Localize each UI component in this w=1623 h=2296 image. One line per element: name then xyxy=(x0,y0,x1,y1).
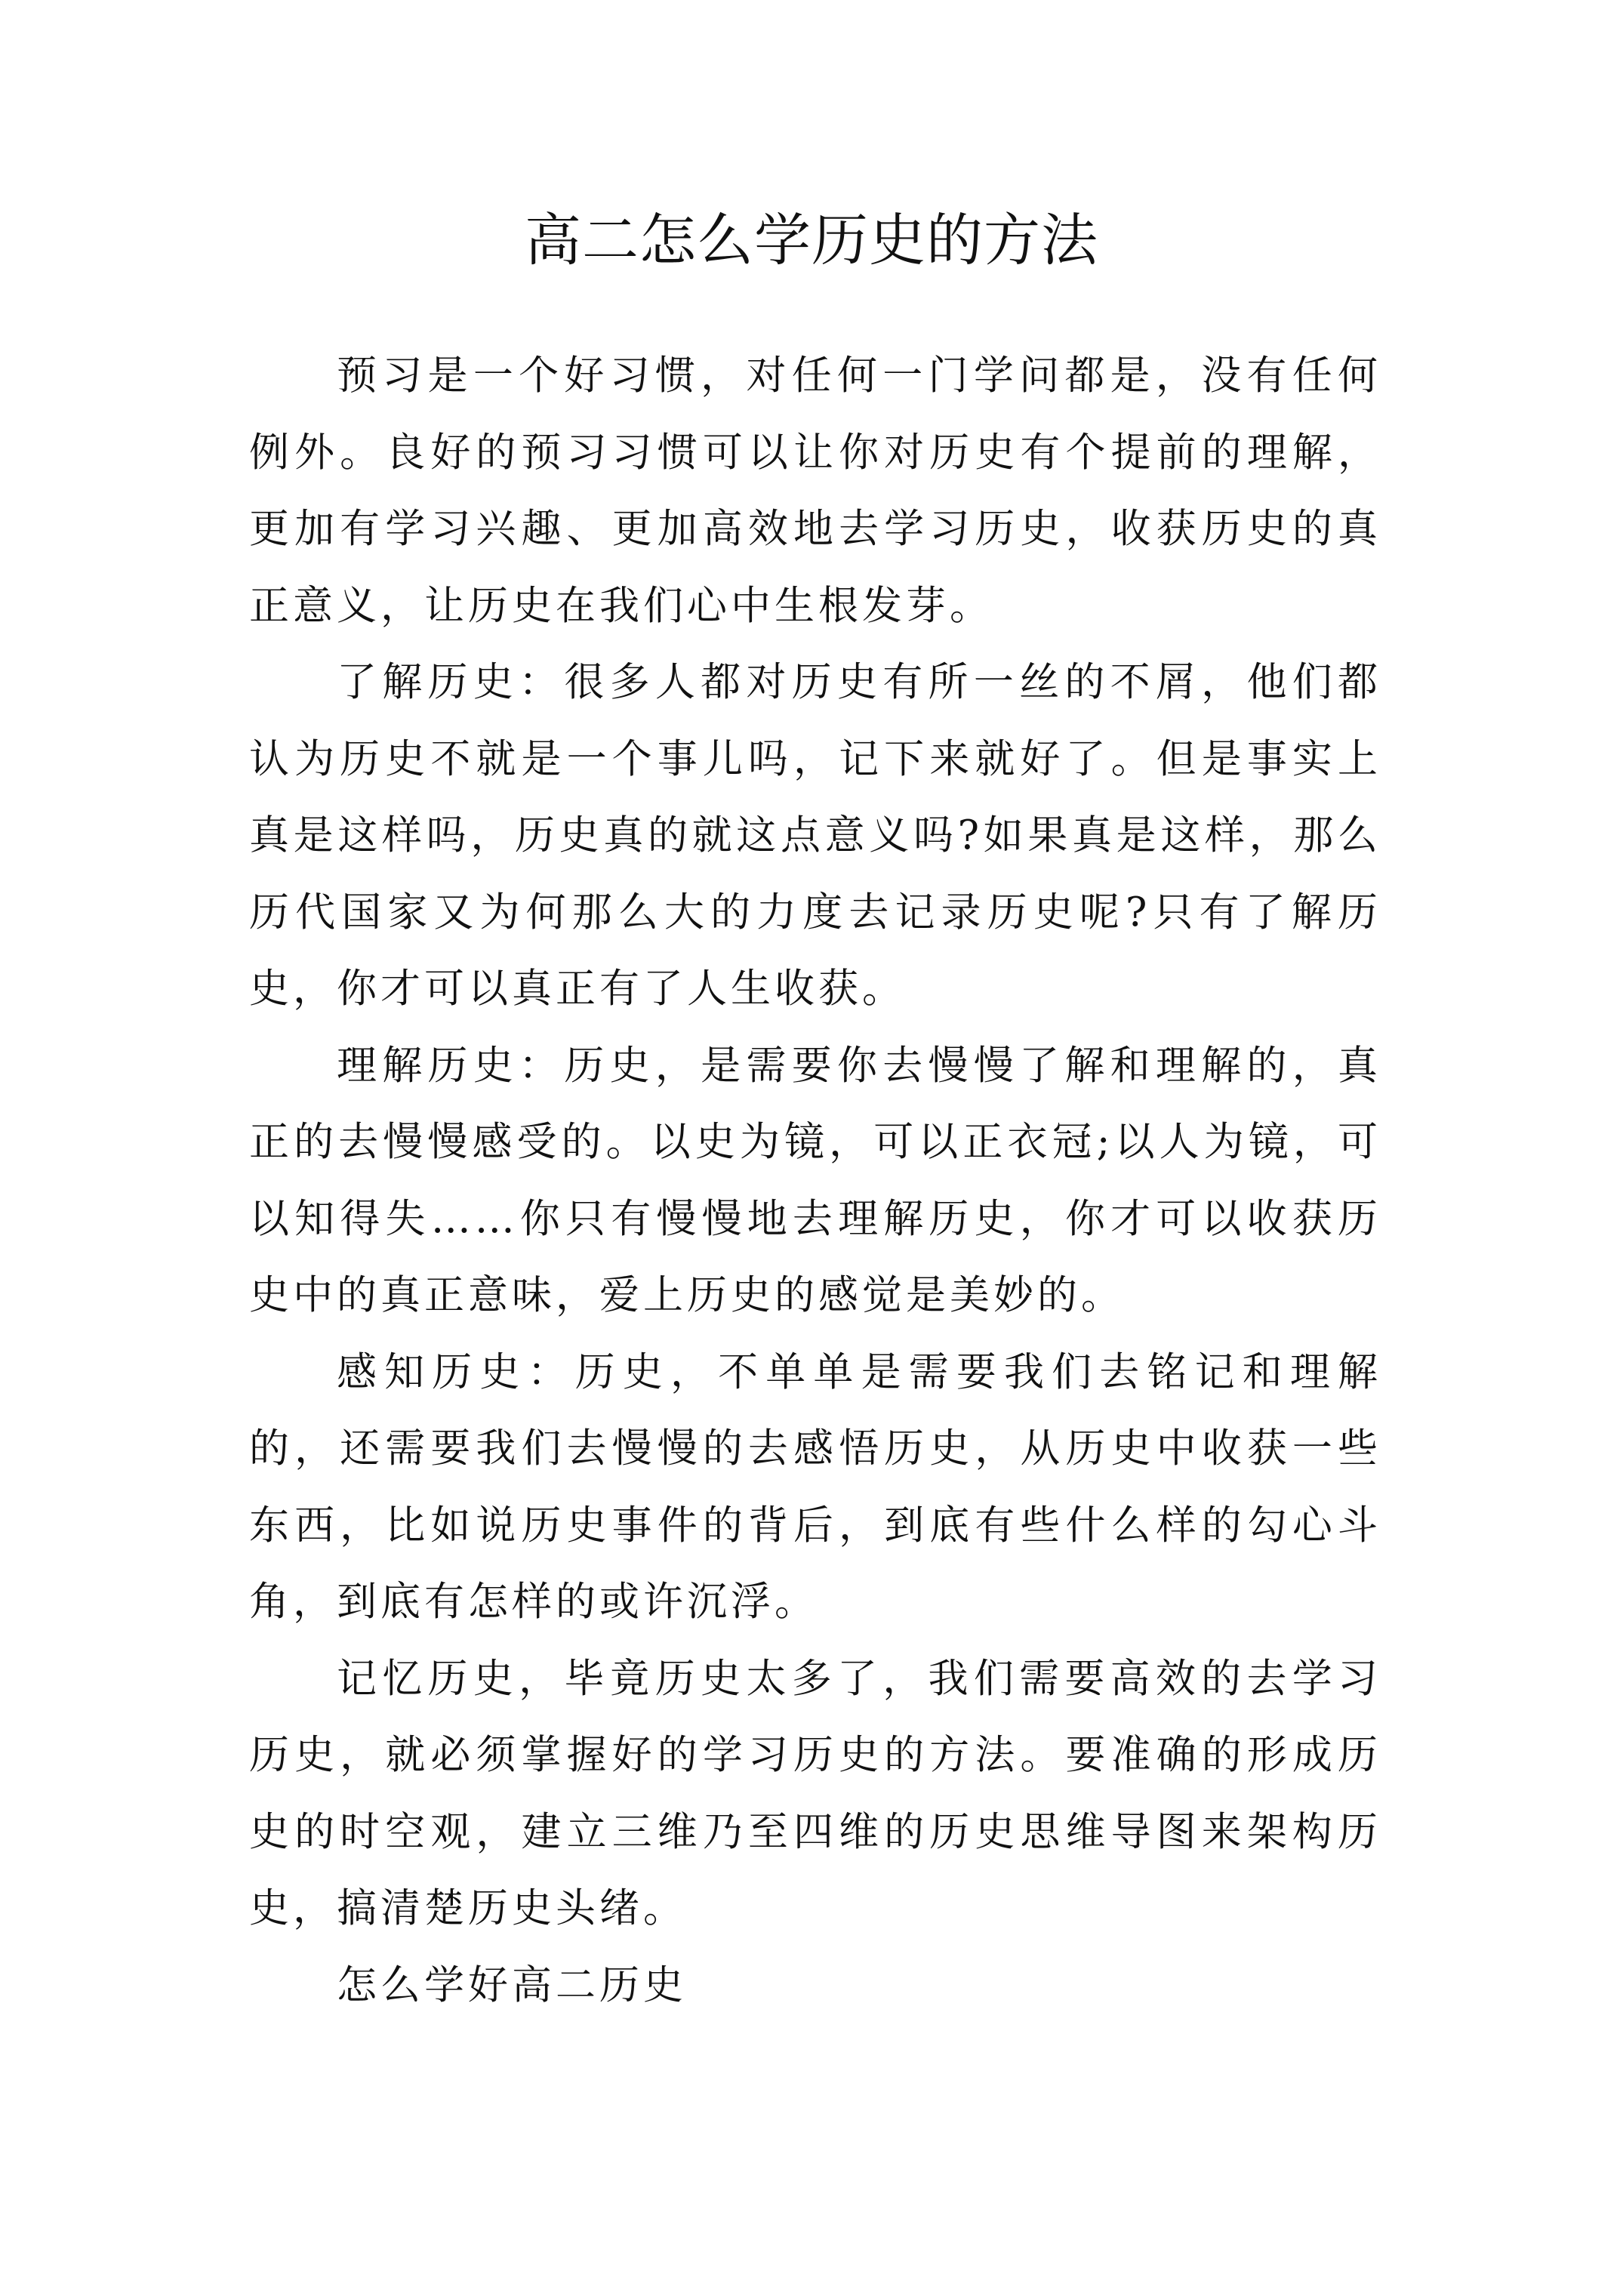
paragraph-perceive-history: 感知历史：历史，不单单是需要我们去铭记和理解的，还需要我们去慢慢的去感悟历史，从历史中收获一些东西，比如说历史事件的背后，到底有些什么样的勾心斗角，到底有怎样的或许沉浮。 xyxy=(249,1348,1381,1625)
paragraph-comprehend-history: 理解历史：历史，是需要你去慢慢了解和理解的，真正的去慢慢感受的。以史为镜，可以正衣冠;以人为镜，可以知得失……你只有慢慢地去理解历史，你才可以收获历史中的真正意味，爱上历史的感觉是美妙的。 xyxy=(249,1042,1381,1318)
paragraph-remember-history: 记忆历史，毕竟历史太多了，我们需要高效的去学习历史，就必须掌握好的学习历史的方法。要准确的形成历史的时空观，建立三维乃至四维的历史思维导图来架构历史，搞清楚历史头绪。 xyxy=(249,1655,1381,1931)
section-heading: 怎么学好高二历史 xyxy=(337,1962,687,2008)
page-title: 高二怎么学历史的方法 xyxy=(524,207,1098,273)
document-body xyxy=(249,337,1381,2023)
paragraph-understand-history: 了解历史：很多人都对历史有所一丝的不屑，他们都认为历史不就是一个事儿吗，记下来就好了。但是事实上真是这样吗，历史真的就这点意义吗?如果真是这样，那么历代国家又为何那么大的力度去记录历史呢?只有了解历史，你才可以真正有了人生收获。 xyxy=(249,659,1381,1012)
paragraph-preview: 预习是一个好习惯，对任何一门学问都是，没有任何例外。良好的预习习惯可以让你对历史有个提前的理解，更加有学习兴趣、更加高效地去学习历史，收获历史的真正意义，让历史在我们心中生根发芽。 xyxy=(249,353,1381,629)
